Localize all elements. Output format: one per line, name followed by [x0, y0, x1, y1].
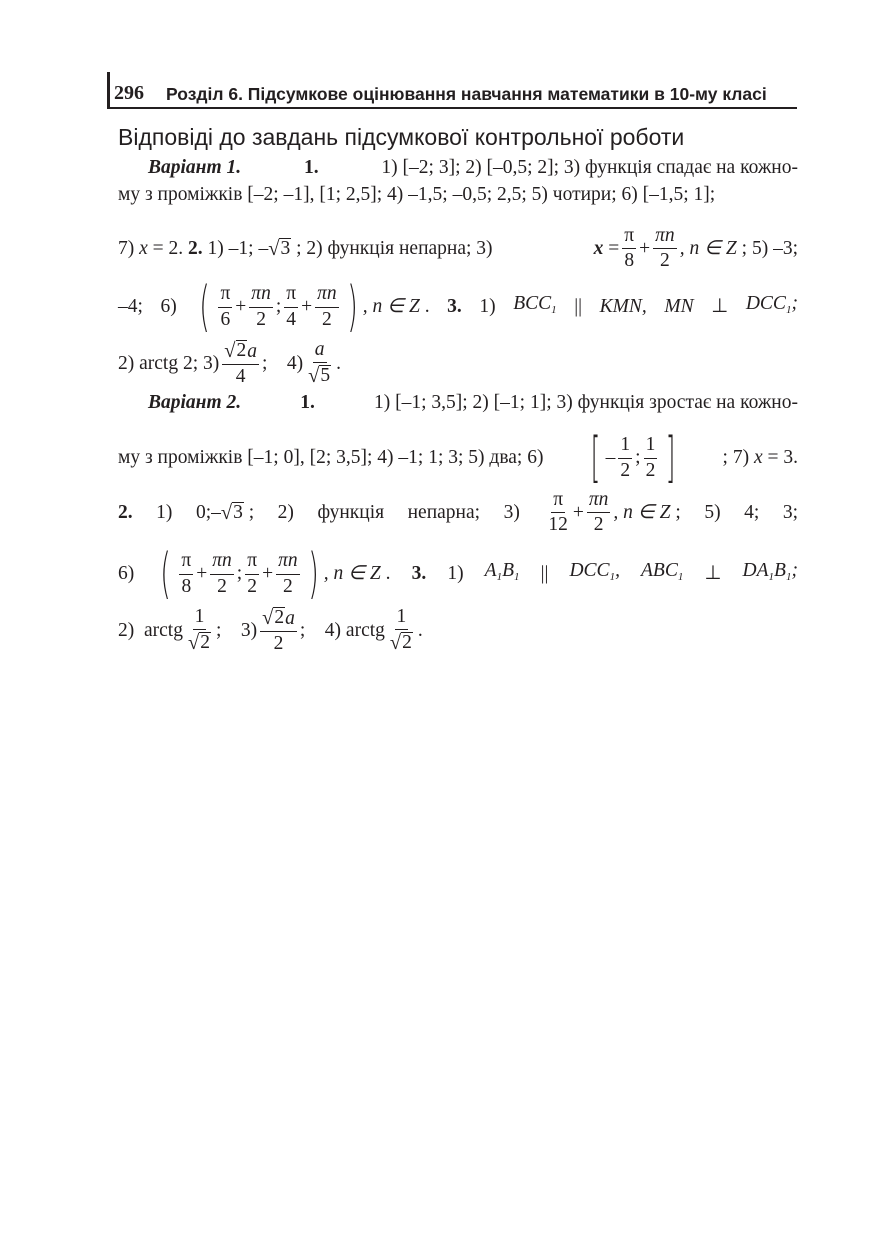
- v1-line-2: му з проміжків [–2; –1], [1; 2,5]; 4) –1,5; –0,5; 2,5; 5) чотири; 6) [–1,5; 1];: [118, 184, 716, 205]
- answer-2-3: ; 2) функція непарна; 3): [296, 237, 493, 259]
- dcc1: $DCC_1$;: [745, 293, 798, 316]
- item-1: 1): [479, 296, 496, 317]
- dot: .: [385, 563, 391, 584]
- task2-num: 2.: [118, 501, 133, 523]
- frac-pi-2: $\frac{\pi}{2}$: [247, 550, 258, 597]
- x-value: = 2.: [152, 237, 184, 259]
- item-3: 3): [503, 501, 520, 523]
- page-number: 296: [114, 82, 144, 104]
- v2-task1-text: 1) [–1; 3,5]; 2) [–1; 1]; 3) функція зростає на кожно-: [373, 392, 798, 413]
- word-odd: непарна;: [407, 501, 481, 523]
- n-in-z: , n ∈ Z: [679, 237, 737, 259]
- frac-pi-4: $\frac{\pi}{4}$: [286, 283, 297, 330]
- minus-4: –4;: [118, 296, 143, 317]
- sqrt-3: √ 3: [220, 502, 243, 525]
- abc1: $ABC_1$: [641, 560, 684, 583]
- v2-line-3: [118, 490, 798, 536]
- task2-num: 2.: [188, 237, 203, 259]
- v1-interval: [194, 275, 430, 338]
- frac-pin-2b: $\frac{\pi n}{2}$: [317, 283, 337, 330]
- var-x: x: [753, 447, 763, 468]
- plus: +: [572, 501, 584, 523]
- dot: .: [424, 296, 430, 317]
- v1-l3-group-a: [118, 237, 493, 261]
- item-7: ; 7): [722, 447, 750, 468]
- item-1: 1): [447, 563, 464, 584]
- answer-4: 4;: [744, 501, 760, 523]
- frac-pin-2: $\frac{\pi n}{2}$: [655, 225, 675, 272]
- v2-formula: $\frac{\pi}{12}$ + $\frac{\pi n}{2}$ , n ∈ Z ;: [548, 489, 681, 536]
- frac-pin-2: $\frac{\pi n}{2}$: [588, 489, 609, 536]
- perpendicular: ⊥: [711, 296, 729, 317]
- v1-l5-row: [118, 340, 341, 388]
- plus: +: [196, 563, 208, 584]
- semicolon-2: ;: [299, 619, 306, 641]
- answer-1: 1) –1;: [207, 237, 254, 259]
- v2-line-4: [118, 542, 798, 605]
- v1-task1-text: 1) [–2; 3]; 2) [–0,5; 2]; 3) функція спадає на кожно-: [381, 157, 798, 178]
- left-paren: (: [160, 542, 172, 605]
- v1-l3-formula: [594, 226, 798, 272]
- frac-1-sqrt2: 1 √ 2: [187, 606, 210, 655]
- mn: MN: [664, 296, 694, 317]
- frac-1-2: $\frac{1}{2}$: [620, 434, 631, 481]
- da1b1: $DA_1B_1$;: [742, 560, 798, 583]
- a1b1: $A_1B_1$: [484, 560, 520, 583]
- arctg: arctg: [144, 619, 183, 641]
- plus: +: [262, 563, 274, 584]
- frac-pin-2b: $\frac{\pi n}{2}$: [278, 550, 298, 597]
- semicolon: ;: [236, 563, 243, 584]
- plus: +: [235, 296, 247, 317]
- dot: .: [336, 352, 342, 374]
- dcc1: $DCC_1$,: [569, 560, 620, 583]
- word-function: функція: [317, 501, 385, 523]
- frac-pi-8: $\frac{\pi}{8}$: [181, 550, 192, 597]
- plus: +: [301, 296, 313, 317]
- v2-interval-2: [155, 542, 391, 605]
- v1-line-4: [118, 275, 798, 338]
- bcc1: $BCC_1$: [513, 293, 557, 316]
- task3-num: 3.: [447, 296, 462, 317]
- perpendicular: ⊥: [704, 563, 722, 584]
- semicolon: ;: [275, 296, 282, 317]
- var-x: x: [139, 237, 148, 259]
- parallel: ||: [574, 296, 583, 317]
- semicolon: ;: [262, 352, 268, 374]
- frac-pin-2: $\frac{\pi n}{2}$: [212, 550, 232, 597]
- v2-task1-num: 1.: [300, 392, 315, 413]
- v2-line-2: [118, 426, 798, 489]
- right-paren: ): [346, 275, 358, 338]
- parallel: ||: [540, 563, 549, 584]
- item-6: 6): [160, 296, 177, 317]
- sqrt-3: √ 3: [268, 238, 291, 261]
- right-paren: ): [307, 542, 319, 605]
- v2-label: Варіант 2.: [148, 392, 242, 413]
- item-7: 7): [118, 237, 135, 259]
- semicolon: ;: [215, 619, 222, 641]
- item-1: 1): [156, 501, 173, 523]
- item-4: 4): [324, 619, 342, 641]
- frac-sqrt2a-2: √ 2 a 2: [262, 607, 295, 655]
- answer-5: ; 5) –3;: [741, 237, 798, 259]
- frac-pin-2: $\frac{\pi n}{2}$: [251, 283, 271, 330]
- semicolon: ;: [635, 447, 641, 468]
- section-title: Відповіді до завдань підсумкової контрольної роботи: [118, 124, 685, 150]
- frac-pi-6: $\frac{\pi}{6}$: [220, 283, 231, 330]
- arctg-2: arctg: [345, 619, 385, 641]
- v1-line-5: [118, 340, 798, 388]
- v1-task1-num: 1.: [303, 157, 319, 178]
- n-in-z: , n ∈ Z: [362, 296, 420, 317]
- frac-sqrt2a-4: √ 2 a 4: [224, 340, 257, 388]
- item-4: 4): [286, 352, 304, 374]
- v1-line-1: [148, 156, 798, 180]
- item-3: 3): [240, 619, 258, 641]
- task3-num: 3.: [411, 563, 427, 584]
- x-value: = 3.: [767, 447, 798, 468]
- page-header: [107, 72, 797, 110]
- answer-3: 3;: [782, 501, 798, 523]
- header-horizontal-rule: [107, 107, 797, 109]
- equals: =: [608, 237, 620, 259]
- left-bracket: [: [590, 426, 600, 489]
- header-vertical-rule: [107, 72, 110, 108]
- kmn: KMN,: [599, 296, 647, 317]
- left-paren: (: [199, 275, 211, 338]
- var-x-2: x: [593, 237, 604, 259]
- item-2: 2): [277, 501, 294, 523]
- v2-l2-text: му з проміжків [–1; 0], [2; 3,5]; 4) –1; 1; 3; 5) два; 6): [118, 447, 544, 468]
- v1-label: Варіант 1.: [148, 157, 242, 178]
- v2-l5-row: [118, 607, 423, 655]
- answers-2-3: 2) arctg 2; 3): [118, 352, 220, 374]
- plus: +: [639, 237, 651, 259]
- dot: .: [417, 619, 423, 641]
- item-2: 2): [118, 619, 135, 641]
- v2-line-5: [118, 607, 798, 655]
- frac-pi-12: $\frac{\pi}{12}$: [548, 489, 568, 536]
- v2-line-1: [148, 391, 798, 415]
- item-6: 6): [118, 563, 135, 584]
- running-title: Розділ 6. Підсумкове оцінювання навчання математики в 10-му класі: [166, 84, 767, 104]
- minus: –: [258, 237, 269, 259]
- frac-pi-8: $\frac{\pi}{8}$: [624, 225, 635, 272]
- v2-interval: [585, 426, 682, 489]
- frac-a-sqrt5: a √ 5: [308, 339, 331, 388]
- v2-l2-tail: [723, 446, 798, 470]
- minus: –: [605, 447, 616, 468]
- n-in-z: , n ∈ Z: [323, 563, 381, 584]
- v2-zero-sqrt3: 0;– √ 3 ;: [195, 501, 255, 525]
- frac-1-sqrt2b: 1 √ 2: [389, 606, 412, 655]
- frac-1-2b: $\frac{1}{2}$: [645, 434, 656, 481]
- right-bracket: ]: [666, 426, 676, 489]
- v1-line-3: [118, 226, 798, 272]
- item-5: 5): [704, 501, 721, 523]
- n-in-z: , n ∈ Z: [613, 501, 671, 523]
